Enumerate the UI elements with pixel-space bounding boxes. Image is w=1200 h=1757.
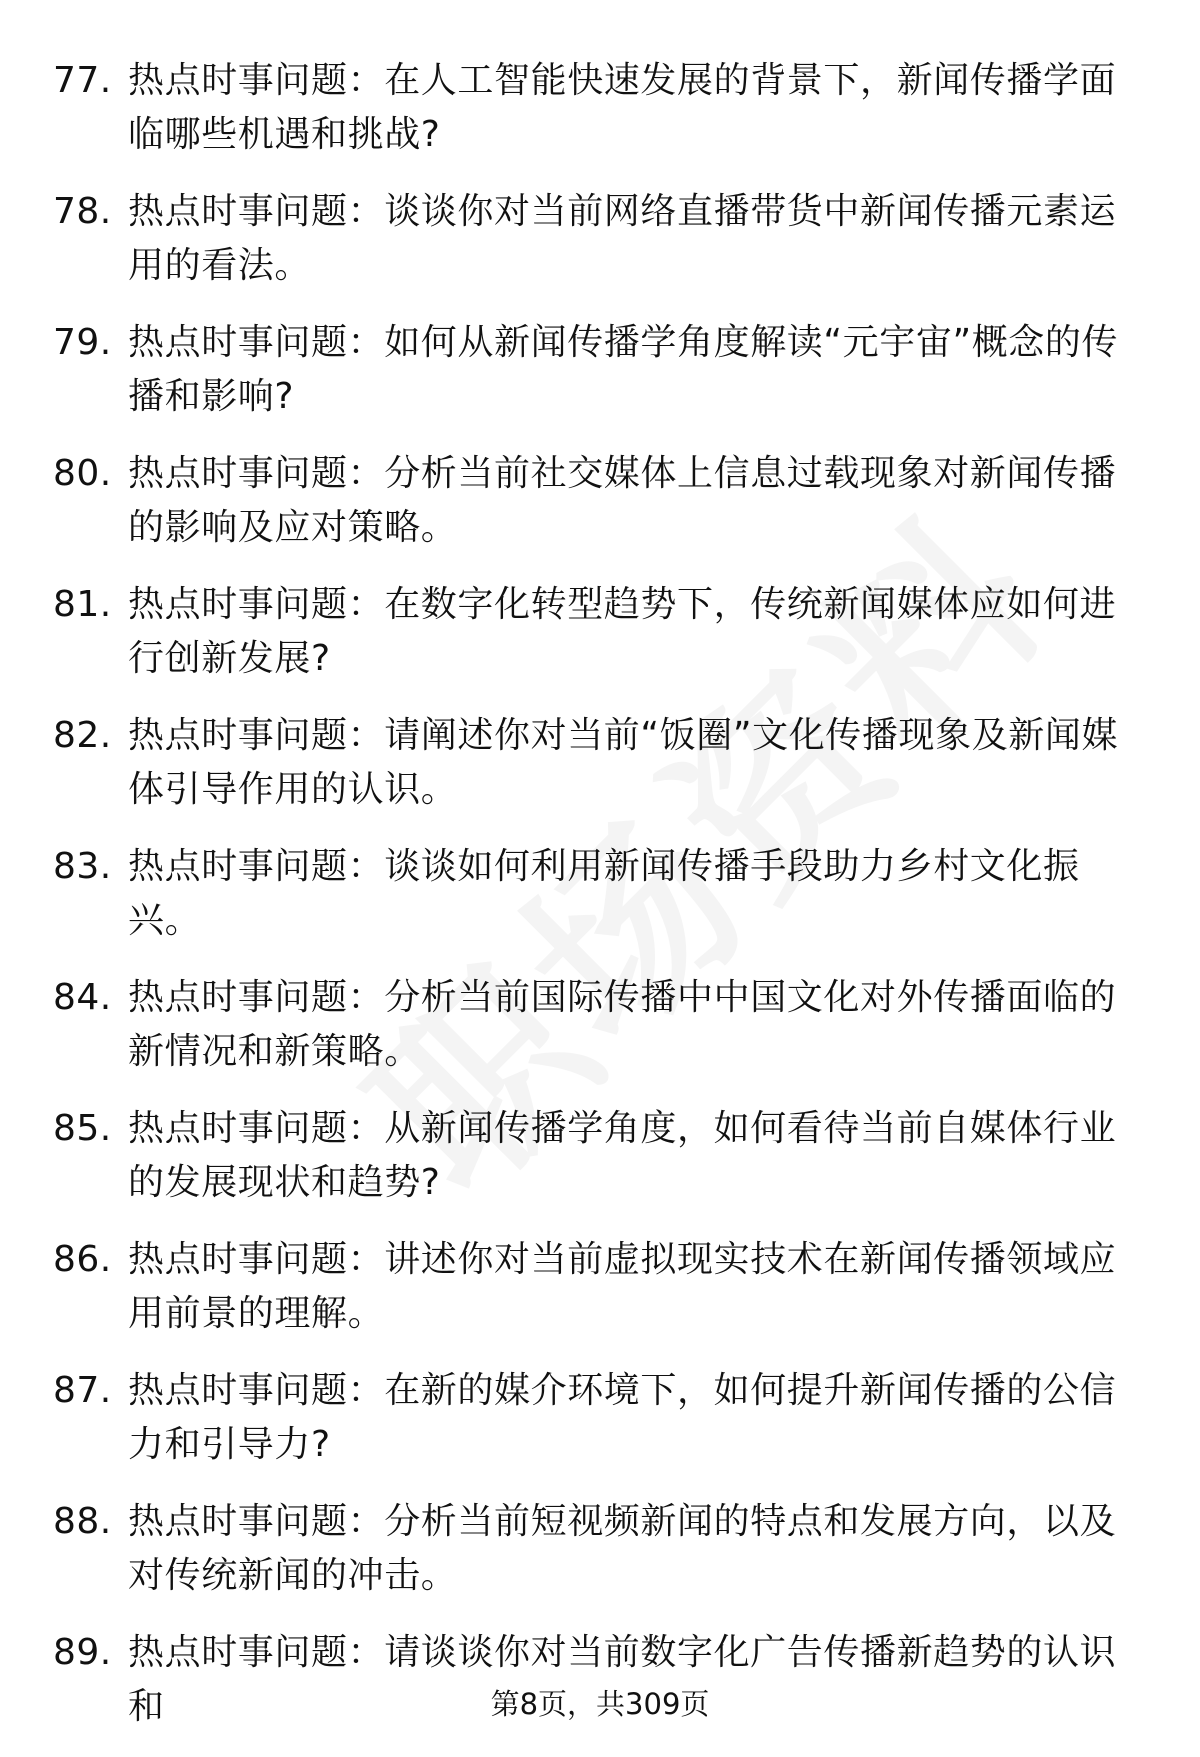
- question-number: 89.: [53, 1632, 112, 1673]
- question-text: 热点时事问题：讲述你对当前虚拟现实技术在新闻传播领域应用前景的理解。: [128, 1239, 1117, 1334]
- question-text: 热点时事问题：谈谈你对当前网络直播带货中新闻传播元素运用的看法。: [128, 191, 1117, 286]
- question-text: 热点时事问题：在人工智能快速发展的背景下，新闻传播学面临哪些机遇和挑战?: [128, 60, 1117, 155]
- question-item: [0, 578, 1200, 709]
- question-number: 85.: [53, 1108, 112, 1149]
- question-item: [0, 1495, 1200, 1626]
- question-item: [0, 840, 1200, 971]
- question-item: [0, 1364, 1200, 1495]
- question-number: 79.: [53, 322, 112, 363]
- question-number: 87.: [53, 1370, 112, 1411]
- question-item: [0, 316, 1200, 447]
- question-text: 热点时事问题：谈谈如何利用新闻传播手段助力乡村文化振兴。: [128, 846, 1080, 941]
- question-number: 82.: [53, 715, 112, 756]
- question-text: 热点时事问题：分析当前短视频新闻的特点和发展方向，以及对传统新闻的冲击。: [128, 1501, 1117, 1596]
- question-item: [0, 1233, 1200, 1364]
- question-text: 热点时事问题：从新闻传播学角度，如何看待当前自媒体行业的发展现状和趋势?: [128, 1108, 1117, 1203]
- question-number: 80.: [53, 453, 112, 494]
- question-number: 84.: [53, 977, 112, 1018]
- question-text: 热点时事问题：在新的媒介环境下，如何提升新闻传播的公信力和引导力?: [128, 1370, 1117, 1465]
- question-number: 77.: [53, 60, 112, 101]
- page-footer: 第8页，共309页: [490, 1687, 710, 1721]
- question-number: 88.: [53, 1501, 112, 1542]
- question-text: 热点时事问题：如何从新闻传播学角度解读“元宇宙”概念的传播和影响?: [128, 322, 1119, 417]
- question-item: [0, 709, 1200, 840]
- question-text: 热点时事问题：分析当前社交媒体上信息过载现象对新闻传播的影响及应对策略。: [128, 453, 1117, 548]
- question-text: 热点时事问题：请阐述你对当前“饭圈”文化传播现象及新闻媒体引导作用的认识。: [128, 715, 1119, 810]
- question-text: 热点时事问题：分析当前国际传播中中国文化对外传播面临的新情况和新策略。: [128, 977, 1117, 1072]
- question-number: 86.: [53, 1239, 112, 1280]
- question-item: [0, 54, 1200, 185]
- question-item: [0, 1102, 1200, 1233]
- question-number: 81.: [53, 584, 112, 625]
- question-number: 83.: [53, 846, 112, 887]
- question-item: [0, 185, 1200, 316]
- question-list: [0, 54, 1200, 1757]
- question-text: 热点时事问题：请谈谈你对当前数字化广告传播新趋势的认识和: [128, 1632, 1117, 1727]
- question-item: [0, 971, 1200, 1102]
- question-text: 热点时事问题：在数字化转型趋势下，传统新闻媒体应如何进行创新发展?: [128, 584, 1117, 679]
- question-number: 78.: [53, 191, 112, 232]
- question-item: [0, 447, 1200, 578]
